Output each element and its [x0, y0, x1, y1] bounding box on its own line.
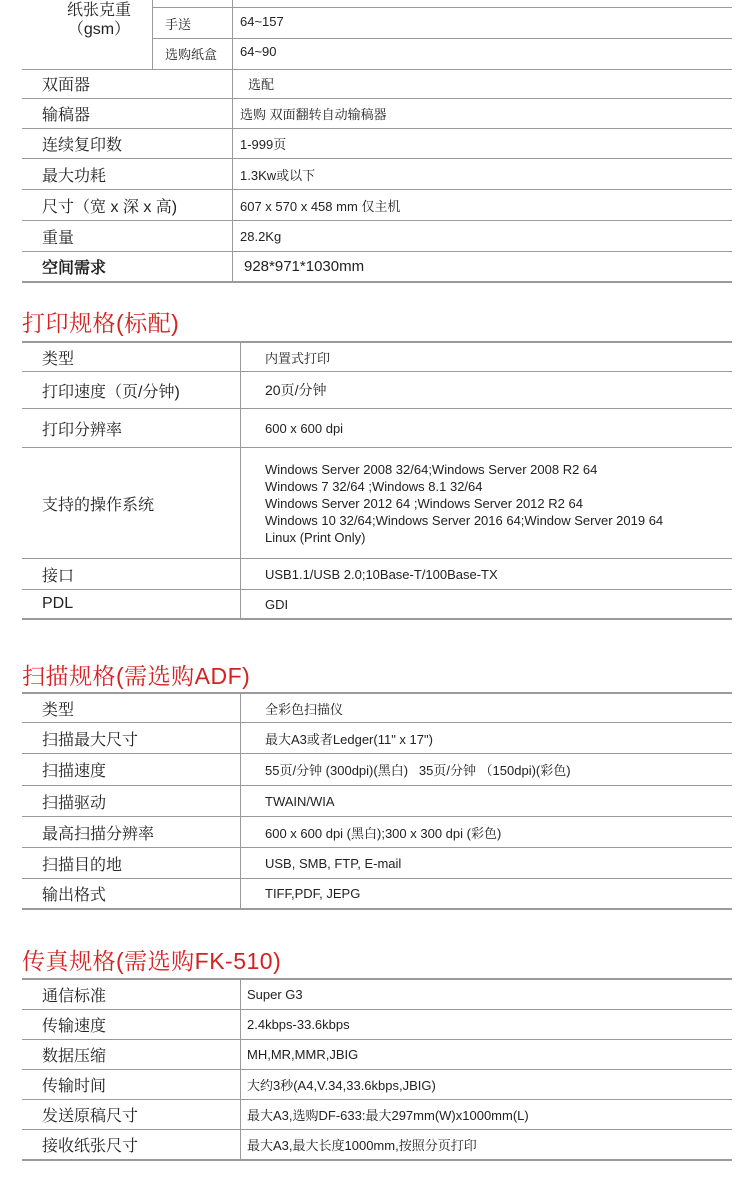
- spec-label: 支持的操作系统: [42, 496, 155, 514]
- paper-weight-block: [22, 0, 732, 70]
- spec-row: [22, 221, 732, 252]
- fax-spec-table: [22, 978, 732, 1161]
- paper-weight-value: 64~157: [240, 14, 284, 29]
- spec-value: 55页/分钟 (300dpi)(黑白) 35页/分钟 （150dpi)(彩色): [265, 763, 571, 778]
- spec-row: [22, 1010, 732, 1040]
- spec-row: [22, 343, 732, 372]
- spec-label: 空间需求: [42, 260, 107, 277]
- spec-row: [22, 848, 732, 879]
- spec-label: 接口: [42, 567, 75, 585]
- spec-value: USB1.1/USB 2.0;10Base-T/100Base-TX: [265, 566, 498, 582]
- spec-label: 双面器: [42, 77, 91, 94]
- spec-row: [22, 980, 732, 1010]
- spec-label: 连续复印数: [42, 137, 123, 154]
- spec-value-os-list: Windows Server 2008 32/64;Windows Server 2008 R2 64 Windows 7 32/64 ;Windows 8.1 32/64 Windows Server 2012 64 ;Windows Server 2012 R2 64 Windows 10 32/64;Windows Server 2016 64;Window Server 2019 64 Linux (Print Only): [265, 461, 664, 545]
- spec-row: [22, 754, 732, 786]
- spec-row: [22, 723, 732, 754]
- spec-value: 全彩色扫描仪: [265, 701, 344, 717]
- spec-value: 1-999页: [240, 137, 287, 152]
- spec-label: 最高扫描分辨率: [42, 825, 155, 843]
- print-spec-table: [22, 341, 732, 620]
- spec-value: 2.4kbps-33.6kbps: [247, 1017, 350, 1032]
- spec-row: [22, 559, 732, 590]
- spec-label: 类型: [42, 701, 75, 719]
- spec-value: 20页/分钟: [265, 382, 327, 398]
- spec-value: 最大A3,选购DF-633:最大297mm(W)x1000mm(L): [247, 1108, 529, 1123]
- spec-row: [22, 409, 732, 448]
- paper-weight-value: 64~90: [240, 44, 277, 59]
- spec-label: 发送原稿尺寸: [42, 1108, 139, 1125]
- spec-value: MH,MR,MMR,JBIG: [247, 1047, 359, 1062]
- spec-value: Super G3: [247, 987, 303, 1002]
- spec-value: 选购 双面翻转自动输稿器: [240, 107, 387, 122]
- spec-label: 扫描目的地: [42, 856, 123, 874]
- spec-label: 最大功耗: [42, 167, 107, 185]
- spec-label: 数据压缩: [42, 1048, 107, 1065]
- scan-spec-title: 扫描规格(需选购ADF): [22, 663, 251, 689]
- spec-label: 扫描驱动: [42, 794, 107, 812]
- spec-value: 928*971*1030mm: [244, 258, 365, 275]
- spec-row: [22, 252, 732, 283]
- spec-value: 大约3秒(A4,V.34,33.6kbps,JBIG): [247, 1078, 436, 1093]
- spec-label: 接收纸张尺寸: [42, 1138, 139, 1155]
- spec-label: 传输速度: [42, 1018, 107, 1035]
- spec-value: 28.2Kg: [240, 228, 282, 244]
- spec-row: [22, 448, 732, 559]
- spec-label: PDL: [42, 595, 74, 612]
- spec-row: [22, 817, 732, 848]
- spec-label: 输稿器: [42, 107, 91, 124]
- scan-spec-table: [22, 692, 732, 910]
- spec-value: USB, SMB, FTP, E-mail: [265, 855, 402, 871]
- paper-weight-sub-label: 手送: [165, 17, 192, 32]
- spec-label: 输出格式: [42, 887, 107, 904]
- spec-row: [22, 1070, 732, 1100]
- spec-label: 打印速度（页/分钟): [42, 383, 180, 401]
- spec-value: 1.3Kw或以下: [240, 167, 316, 183]
- spec-label: 类型: [42, 350, 75, 368]
- spec-value: 最大A3,最大长度1000mm,按照分页打印: [247, 1138, 477, 1153]
- spec-value: GDI: [265, 596, 289, 612]
- top-spec-table: [22, 0, 732, 277]
- paper-weight-label: 纸张克重 （gsm）: [66, 2, 131, 38]
- spec-label: 扫描速度: [42, 763, 107, 780]
- spec-label: 尺寸（宽 x 深 x 高): [42, 198, 178, 216]
- spec-row: [22, 786, 732, 817]
- print-spec-title: 打印规格(标配): [22, 310, 180, 336]
- spec-label: 传输时间: [42, 1078, 107, 1095]
- spec-row: [22, 694, 732, 723]
- paper-weight-sub-label: 选购纸盒: [165, 47, 218, 62]
- spec-label: 打印分辨率: [42, 421, 123, 439]
- spec-value: 最大A3或者Ledger(11" x 17"): [265, 731, 433, 747]
- spec-row: [22, 372, 732, 409]
- spec-row: [22, 159, 732, 190]
- spec-value: 600 x 600 dpi (黑白);300 x 300 dpi (彩色): [265, 825, 502, 841]
- spec-row: [22, 190, 732, 221]
- spec-value: 选配: [248, 77, 275, 92]
- spec-row: [22, 590, 732, 620]
- spec-label: 通信标准: [42, 988, 107, 1005]
- spec-row: [22, 879, 732, 910]
- fax-spec-title: 传真规格(需选购FK-510): [22, 948, 282, 974]
- spec-value: TIFF,PDF, JEPG: [265, 886, 361, 901]
- spec-row: [22, 129, 732, 159]
- spec-row: [22, 99, 732, 129]
- spec-value: 607 x 570 x 458 mm 仅主机: [240, 198, 401, 214]
- spec-row: [22, 69, 732, 99]
- spec-value: 600 x 600 dpi: [265, 420, 344, 436]
- spec-label: 重量: [42, 229, 75, 247]
- spec-value: TWAIN/WIA: [265, 793, 335, 809]
- spec-row: [22, 1100, 732, 1130]
- spec-row: [22, 1130, 732, 1161]
- spec-label: 扫描最大尺寸: [42, 731, 139, 749]
- spec-value: 内置式打印: [265, 350, 331, 366]
- spec-row: [22, 1040, 732, 1070]
